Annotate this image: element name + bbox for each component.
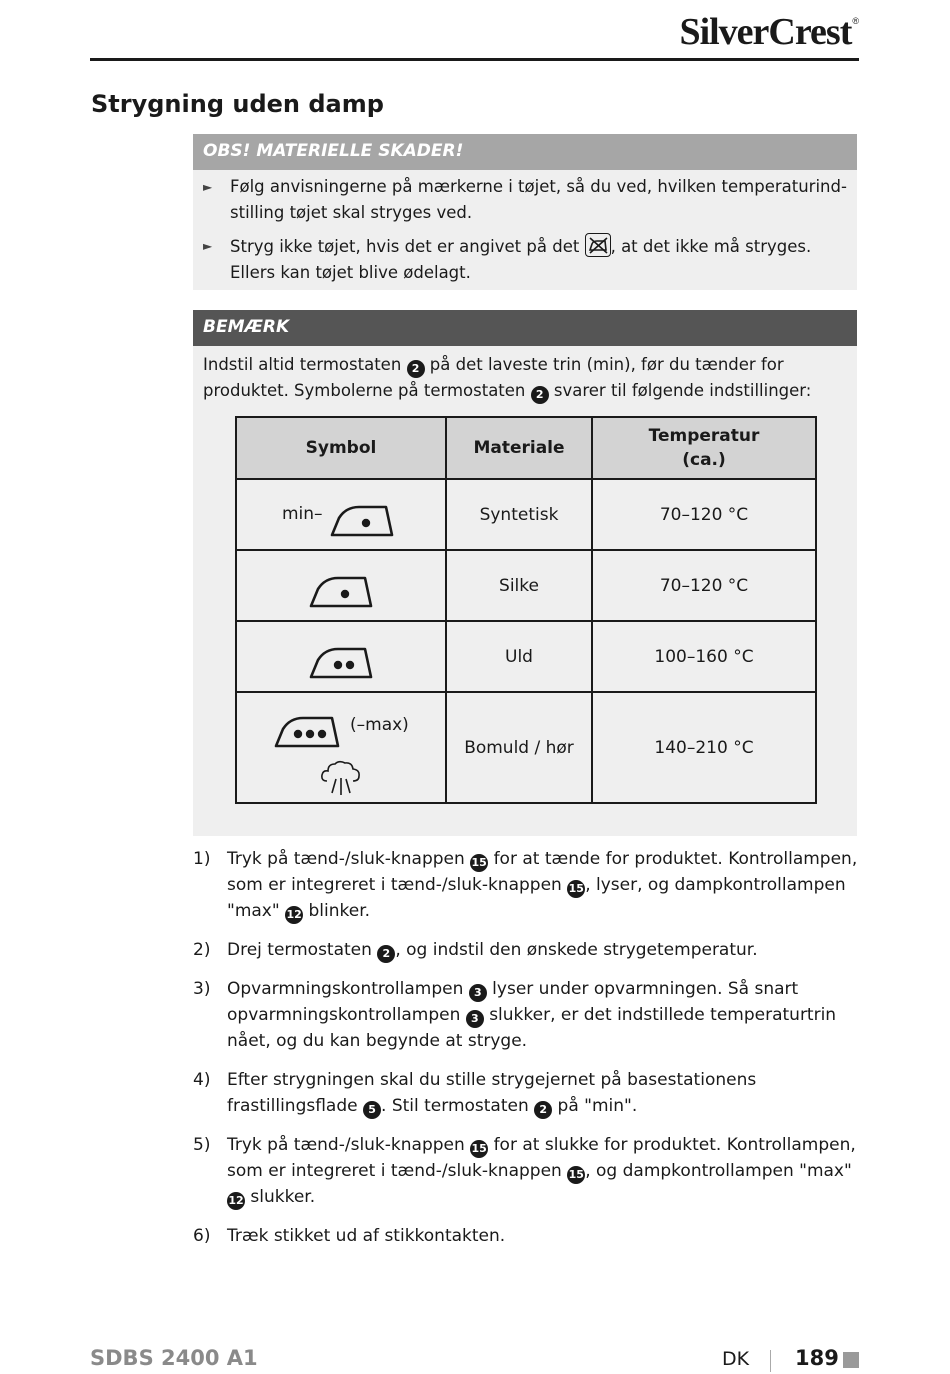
note-box <box>193 310 857 836</box>
header-temperature: Temperatur (ca.) <box>592 417 816 479</box>
list-item <box>193 1223 863 1249</box>
note-heading: BEMÆRK <box>193 310 857 346</box>
ref-number: 3 <box>469 984 487 1002</box>
temperature-table <box>235 416 817 804</box>
material-cell: Syntetisk <box>446 479 592 550</box>
table-row <box>236 479 816 550</box>
symbol-cell: (–max) <box>236 692 446 803</box>
temperature-cell: 140–210 °C <box>592 692 816 803</box>
step-number: 2) <box>193 940 211 960</box>
step-text: Tryk på tænd-/sluk-knappen 15 for at slukke for produktet. Kontrollampen, som er integreret i tænd-/sluk-knappen 15, og dampkontrollampen "max" 12 slukker. <box>227 1132 863 1210</box>
ref-number: 15 <box>567 1166 585 1184</box>
instruction-steps <box>193 846 863 1262</box>
ref-number: 5 <box>363 1101 381 1119</box>
step-text: Træk stikket ud af stikkontakten. <box>227 1226 506 1246</box>
material-cell: Silke <box>446 550 592 621</box>
ref-number: 15 <box>470 854 488 872</box>
step-number: 6) <box>193 1226 211 1246</box>
step-text: Efter strygningen skal du stille strygejernet på basestationens frastillingsflade 5 . Stil termostaten 2 på "min". <box>227 1067 863 1119</box>
warning-heading: OBS! MATERIELLE SKADER! <box>193 134 857 170</box>
list-item <box>193 1067 863 1119</box>
step-text: Tryk på tænd-/sluk-knappen 15 for at tænde for produktet. Kontrollampen, som er integreret i tænd-/sluk-knappen 15, lyser, og dampkontrollampen "max" 12 blinker. <box>227 846 863 924</box>
list-item <box>193 1132 863 1210</box>
footer-model: SDBS 2400 A1 <box>90 1346 258 1370</box>
brand-logo: SilverCrest® <box>679 11 858 53</box>
list-item <box>193 846 863 924</box>
no-ironing-icon <box>585 233 611 257</box>
iron-one-dot-icon <box>329 492 395 538</box>
header-symbol: Symbol <box>236 417 446 479</box>
iron-two-dots-icon <box>308 634 374 680</box>
ref-number: 2 <box>377 945 395 963</box>
step-text: Opvarmningskontrollampen 3 lyser under opvarmningen. Så snart opvarmningskontrollampen 3 slukker, er det indstillede temperaturtrin nået, og du kan begynde at stryge. <box>227 979 837 1051</box>
ref-number: 2 <box>407 360 425 378</box>
symbol-cell <box>236 621 446 692</box>
header-material: Materiale <box>446 417 592 479</box>
step-number: 4) <box>193 1070 211 1090</box>
bullet-arrow-icon: ► <box>203 180 213 194</box>
step-number: 5) <box>193 1135 211 1155</box>
ref-number: 12 <box>227 1192 245 1210</box>
ref-number: 15 <box>470 1140 488 1158</box>
temperature-cell: 100–160 °C <box>592 621 816 692</box>
step-number: 1) <box>193 849 211 869</box>
footer-language: DK <box>722 1348 750 1370</box>
ref-number: 2 <box>531 386 549 404</box>
iron-one-dot-icon <box>308 563 374 609</box>
step-number: 3) <box>193 979 211 999</box>
table-header-row <box>236 417 816 479</box>
bullet-arrow-icon: ► <box>203 239 213 253</box>
page-number: 189 <box>795 1346 839 1370</box>
symbol-cell <box>236 550 446 621</box>
material-cell: Bomuld / hør <box>446 692 592 803</box>
header-rule <box>90 58 859 61</box>
list-item <box>193 976 863 1054</box>
symbol-cell: min– <box>236 479 446 550</box>
ref-number: 2 <box>534 1101 552 1119</box>
warning-box: OBS! MATERIELLE SKADER! ► Følg anvisningerne på mærkerne i tøjet, så du ved, hvilken temperaturindstilling tøjet skal stryges ved. ► Stryg ikke tøjet, hvis det er angivet på det , at det ikke må stryges. Ellers kan tøjet blive ødelagt. <box>193 134 857 290</box>
ref-number: 15 <box>567 880 585 898</box>
footer-separator <box>770 1350 771 1372</box>
footer-square-mark <box>843 1352 859 1368</box>
temperature-cell: 70–120 °C <box>592 550 816 621</box>
table-row <box>236 692 816 803</box>
note-text: Indstil altid termostaten 2 på det laveste trin (min), før du tænder for produktet. Symbolerne på termostaten 2 svarer til følgende indstillinger: <box>203 352 843 404</box>
table-row <box>236 621 816 692</box>
table-row <box>236 550 816 621</box>
ref-number: 3 <box>466 1010 484 1028</box>
temperature-cell: 70–120 °C <box>592 479 816 550</box>
material-cell: Uld <box>446 621 592 692</box>
step-text: Drej termostaten 2 , og indstil den ønskede strygetemperatur. <box>227 937 863 963</box>
steam-icon <box>319 759 363 797</box>
list-item <box>193 937 863 963</box>
page-title: Strygning uden damp <box>91 90 384 118</box>
iron-three-dots-icon <box>273 703 341 749</box>
ref-number: 12 <box>285 906 303 924</box>
